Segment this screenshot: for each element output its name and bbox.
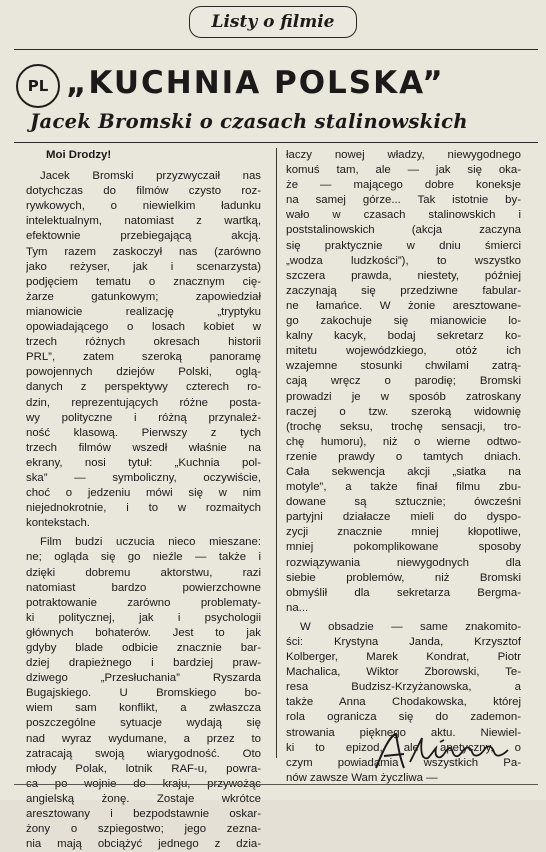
right-column-line: Machalica, Wiktor Zborowski, Te- [286,666,521,679]
column-left [26,148,261,852]
column-divider [276,148,277,758]
right-column-line: rozwiązywania niewygodnych dla [286,556,521,569]
right-column-line: także Anna Chodakowska, której [286,696,521,709]
left-column-line: choć o jedzeniu mówi się w nim [26,487,261,500]
right-column-line: strowania pięknego aktu. Niewiel- [286,726,521,739]
left-column-line: aresztowany i bezpodstawnie oskar- [26,808,261,821]
right-column-line: czym powiadamia wszystkich Pa- [286,756,521,769]
article-subtitle: Jacek Bromski o czasach stalinowskich [30,110,468,133]
left-column-line: głównych bohaterów. Jest to jak [26,626,261,639]
left-column-line: natomiast bardzo powierzchowne [26,581,261,594]
left-column-line: potraktowanie zarówno problematy- [26,596,261,609]
column-right [286,148,521,786]
left-column-line: nia mają obciążyć jednego z dzia- [26,838,261,851]
left-column-line: ki politycznej, jak i psychologii [26,611,261,624]
right-column-line: komuś tam, ale — jak się oka- [286,164,521,177]
right-column-line: rzenie prawdy o tamtych dniach. [286,450,521,463]
article-body [26,148,538,851]
right-column-line: resa Budzisz-Krzyżanowska, a [286,681,521,694]
left-column-line: dzięki dobremu aktorstwu, razi [26,566,261,579]
signature-icon [370,728,520,774]
salutation: Moi Drodzy! [46,149,112,161]
left-column-line: ca po wojnie do kraju, przywożąc [26,777,261,790]
right-column-line: (trochę seksu, trochę sensacji, tro- [286,420,521,433]
right-column-line: motyle”, a także finał filmu zbu- [286,481,521,494]
left-column-line: opowiadającego o losach kobiet w [26,321,261,334]
right-column-line: chę humoru), niż o wierne odtwo- [286,435,521,448]
left-column-line: ekrany, nosi tytuł: „Kuchnia pol- [26,456,261,469]
right-column-line: kalny kacyk, bodaj sekretarz ko- [286,330,521,343]
right-column-line: rola ogranicza się do zademon- [286,711,521,724]
left-column-line: gdyby blade odbicie znacznie bar- [26,642,261,654]
left-column-line: trzech różnych okresach historii [26,336,261,349]
left-column-line: angielską żonę. Zostaje wkrótce [26,792,261,805]
left-column-line: rywkowych, o niewielkim ładunku [26,200,261,213]
left-column-line: mianowicie realizację „tryptyku [26,305,261,318]
right-column-line: cają wręcz o parodię; Bromski [286,375,521,388]
left-column-line: Film budzi uczucia nieco mieszane: [40,536,261,549]
right-column-line: mniej pokomplikowane sposoby [286,541,521,554]
article-title: „KUCHNIA POLSKA” [66,65,445,101]
right-column-line: na samej górze... Tak istotnie by- [286,194,521,207]
right-column-line: na... [286,601,309,614]
right-column-line: się praktycznie w dniu śmierci [286,239,521,252]
section-label: Listy o filmie [189,6,357,38]
right-column-line: poststalinowskich (akcja zaczyna [286,224,521,237]
pl-badge: PL [16,64,60,108]
right-column-line: obmyślił dla sekretarza Bergma- [286,586,521,599]
right-column-line: zycji znacznie mniej kłopotliwe, [286,526,521,539]
right-column-line: nów zawsze Wam życzliwa — [286,771,438,784]
left-column-line: niejednokrotnie, i to w rozmaitych [26,502,261,515]
right-column-line: go zakochuje się mianowicie lo- [286,315,521,328]
right-column-line: mitetu wojewódzkiego, otóż ich [286,345,521,358]
right-column-line: Cała sekwencja akcji „siatka na [286,465,521,478]
right-column-line: łaczy nowej władzy, niewygodnego [286,149,521,161]
left-column-line: dotychczas do filmów czysto roz- [26,185,261,198]
left-column-line: zatracają swoją wiarygodność. Oto [26,747,261,760]
right-column-line: zaczynają się przedziwne fabular- [286,284,521,297]
title-row [14,58,534,108]
right-column-line: wało w czasach stalinowskich i [286,209,521,222]
left-column-line: intelektualnym, natomiast z wartką, [26,215,261,228]
left-column-line: żarze gatunkowym; zapowiedział [26,290,261,303]
left-column-line: żony o szpiegostwo; jego zezna- [26,823,261,836]
subtitle-rule [14,142,538,143]
bottom-rule [14,784,538,785]
right-column-line: ki to epizod, ale apetyczny, o [286,741,521,754]
left-column-line: kontekstach. [26,517,90,530]
right-column-line: siebie problemów, niż Bromski [286,571,521,584]
right-column-line: szczera prawda, niestety, później [286,269,521,282]
left-column-line: ność klasową. Pierwszy z tych [26,426,261,439]
left-column-line: dziwego „Przesłuchania” Ryszarda [26,672,261,685]
right-column-line: dowane są sztucznie; ówcześni [286,496,521,509]
right-column-line: wzajemne stosunki chwilami zatrą- [286,360,521,373]
left-column-line: jako reżyser, jak i scenarzysta) [26,260,261,273]
left-column-line: PRL”, zatem szeroką panoramę [26,351,261,364]
left-column-line: danych z perspektywy czterech ro- [26,381,261,394]
right-column-line: „wodza ludzkości”), to wszystko [286,254,521,267]
right-column-line: prowadzi je w sposób zatroskany [286,390,521,403]
left-column-line: młody Polak, lotnik RAF-u, powra- [26,762,261,775]
left-column-line: poszczególne sytuacje wydają się [26,717,261,730]
left-column-line: podjęciem tematu o znacznym cię- [26,275,261,288]
left-column-line: dziej drapieżnego i bardziej praw- [26,657,261,670]
left-column-line: Bugajskiego. U Bromskiego bo- [26,687,261,700]
right-column-line: W obsadzie — same znakomito- [300,620,521,633]
right-column-line: ści: Krystyna Janda, Krzysztof [286,636,521,648]
left-column-line: Jacek Bromski przyzwyczaił nas [40,170,261,183]
left-column-line: Tym razem zaskoczył nas (zarówno [26,245,261,258]
left-column-line: dzin, reprezentujących różne posta- [26,396,261,409]
left-column-line: trzech filmów wszedł właśnie na [26,441,261,454]
header [0,0,546,50]
right-column-line: Kolberger, Marek Kondrat, Piotr [286,651,521,664]
left-column-line: powojennych dziejów Polski, oglą- [26,366,261,379]
right-column-line: że — mającego dobre koneksje [286,179,521,192]
left-column-line: ne; ogląda się go nieźle — także i [26,551,261,564]
top-rule [14,49,538,50]
right-column-line: raczej o tzw. szeroką widownię [286,405,521,418]
left-column-line: efektownie przebiegającą akcją. [26,230,261,243]
right-column-line: partyjni działacze mieli do dyspo- [286,511,521,524]
right-column-line: ne łamańce. W żonie aresztowane- [286,299,521,312]
left-column-line: nad wyraz wydumane, a przez to [26,732,261,745]
left-column-line: wiem sam konflikt, a zwłaszcza [26,702,261,715]
left-column-line: ska” — symboliczny, oczywiście, [26,471,261,484]
left-column-line: wy polityczne i różną przynależ- [26,411,261,424]
